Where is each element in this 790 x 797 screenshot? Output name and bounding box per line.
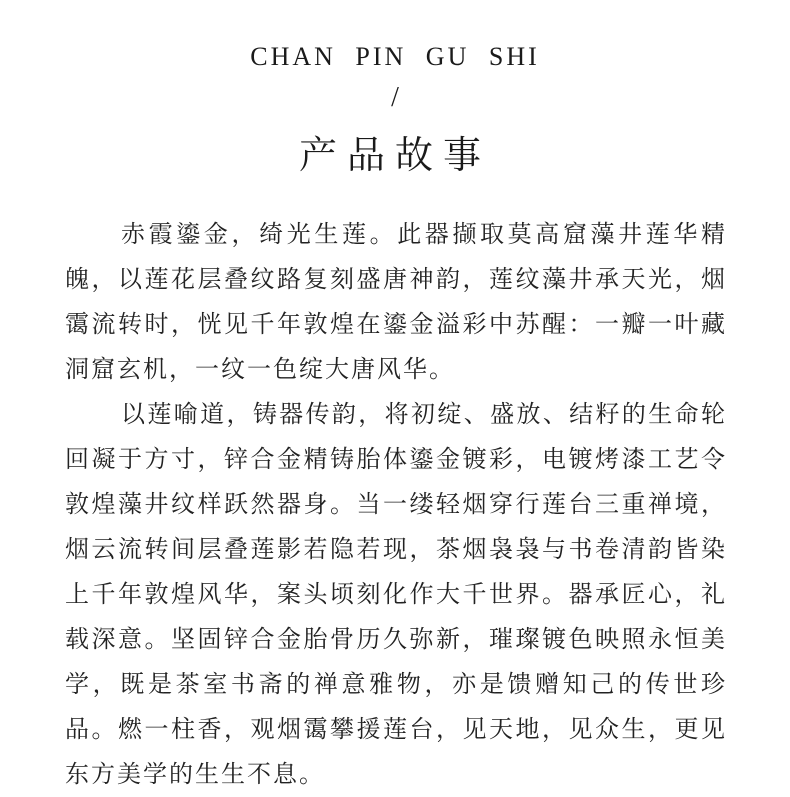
page-title: 产品故事 <box>298 133 491 177</box>
pinyin-subtitle: CHAN PIN GU SHI <box>250 42 540 71</box>
slash-separator: / <box>391 82 399 113</box>
story-paragraph-1: 赤霞鎏金，绮光生莲。此器撷取莫高窟藻井莲华精魄，以莲花层叠纹路复刻盛唐神韵，莲纹藻井承天光，烟霭流转时，恍见千年敦煌在鎏金溢彩中苏醒：一瓣一叶藏洞窟玄机，一纹一色绽大唐风华。 <box>65 220 727 383</box>
story-paragraph-2: 以莲喻道，铸器传韵，将初绽、盛放、结籽的生命轮回凝于方寸，锌合金精铸胎体鎏金镀彩，电镀烤漆工艺令敦煌藻井纹样跃然器身。当一缕轻烟穿行莲台三重禅境，烟云流转间层叠莲影若隐若现，茶烟袅袅与书卷清韵皆染上千年敦煌风华，案头顷刻化作大千世界。器承匠心，礼载深意。坚固锌合金胎骨历久弥新，璀璨镀色映照永恒美学，既是茶室书斋的禅意雅物，亦是馈赠知己的传世珍品。燃一柱香，观烟霭攀援莲台，见天地，见众生，更见东方美学的生生不息。 <box>65 400 727 788</box>
story-body <box>65 212 727 797</box>
